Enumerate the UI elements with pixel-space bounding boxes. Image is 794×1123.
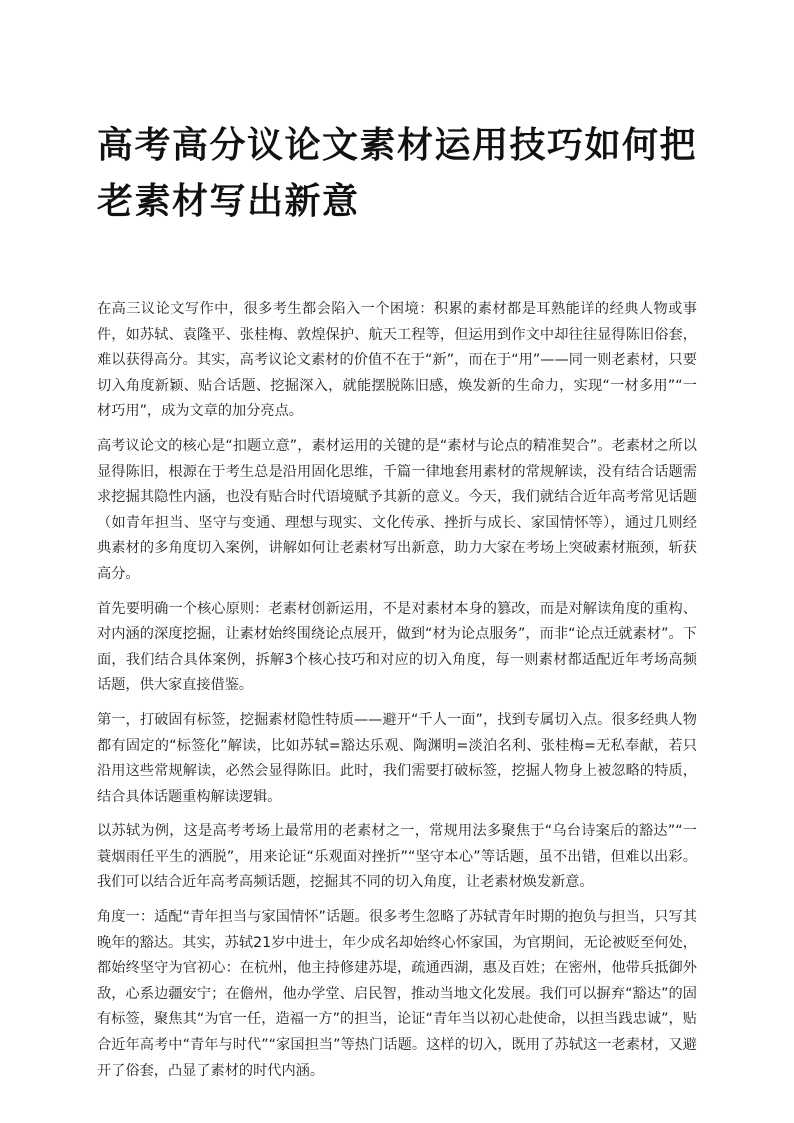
body-paragraph: 首先要明确一个核心原则：老素材创新运用，不是对素材本身的篡改，而是对解读角度的重构、对内涵的深度挖掘，让素材始终围绕论点展开，做到“材为论点服务”，而非“论点迁就素材”。下面，我们结合具体案例，拆解3个核心技巧和对应的切入角度，每一则素材都适配近年考场高频话题，供大家直接借鉴。: [97, 600, 697, 694]
body-paragraph: 高考议论文的核心是“扣题立意”，素材运用的关键的是“素材与论点的精准契合”。老素材之所以显得陈旧，根源在于考生总是沿用固化思维，千篇一律地套用素材的常规解读，没有结合话题需求挖掘其隐性内涵，也没有贴合时代语境赋予其新的意义。今天，我们就结合近年高考常见话题（如青年担当、坚守与变通、理想与现实、文化传承、挫折与成长、家国情怀等），通过几则经典素材的多角度切入案例，讲解如何让老素材写出新意，助力大家在考场上突破素材瓶颈，斩获高分。: [97, 437, 697, 582]
document-body: [97, 297, 697, 1084]
document-title: 高考高分议论文素材运用技巧如何把老素材写出新意: [97, 125, 698, 222]
body-paragraph: 第一，打破固有标签，挖掘素材隐性特质——避开“千人一面”，找到专属切入点。很多经典人物都有固定的“标签化”解读，比如苏轼=豁达乐观、陶渊明=淡泊名利、张桂梅=无私奉献，若只沿用这些常规解读，必然会显得陈旧。此时，我们需要打破标签，挖掘人物身上被忽略的特质，结合具体话题重构解读逻辑。: [97, 711, 697, 805]
body-paragraph: 以苏轼为例，这是高考考场上最常用的老素材之一，常规用法多聚焦于“乌台诗案后的豁达”“一蓑烟雨任平生的洒脱”，用来论证“乐观面对挫折”“坚守本心”等话题，虽不出错，但难以出彩。我们可以结合近年高考高频话题，挖掘其不同的切入角度，让老素材焕发新意。: [97, 823, 697, 891]
body-paragraph: 在高三议论文写作中，很多考生都会陷入一个困境：积累的素材都是耳熟能详的经典人物或事件，如苏轼、袁隆平、张桂梅、敦煌保护、航天工程等，但运用到作文中却往往显得陈旧俗套，难以获得高分。其实，高考议论文素材的价值不在于“新”，而在于“用”——同一则老素材，只要切入角度新颖、贴合话题、挖掘深入，就能摆脱陈旧感，焕发新的生命力，实现“一材多用”“一材巧用”，成为文章的加分亮点。: [97, 301, 697, 420]
body-paragraph: 角度一：适配“青年担当与家国情怀”话题。很多考生忽略了苏轼青年时期的抱负与担当，只写其晚年的豁达。其实，苏轼21岁中进士，年少成名却始终心怀家国，为官期间，无论被贬至何处，都始终坚守为官初心：在杭州，他主持修建苏堤，疏通西湖，惠及百姓；在密州，他带兵抵御外敌，心系边疆安宁；在儋州，他办学堂、启民智，推动当地文化发展。我们可以摒弃“豁达”的固有标签，聚焦其“为官一任，造福一方”的担当，论证“青年当以初心赴使命，以担当践忠诚”，贴合近年高考中“青年与时代”“家国担当”等热门话题。这样的切入，既用了苏轼这一老素材，又避开了俗套，凸显了素材的时代内涵。: [97, 909, 697, 1079]
